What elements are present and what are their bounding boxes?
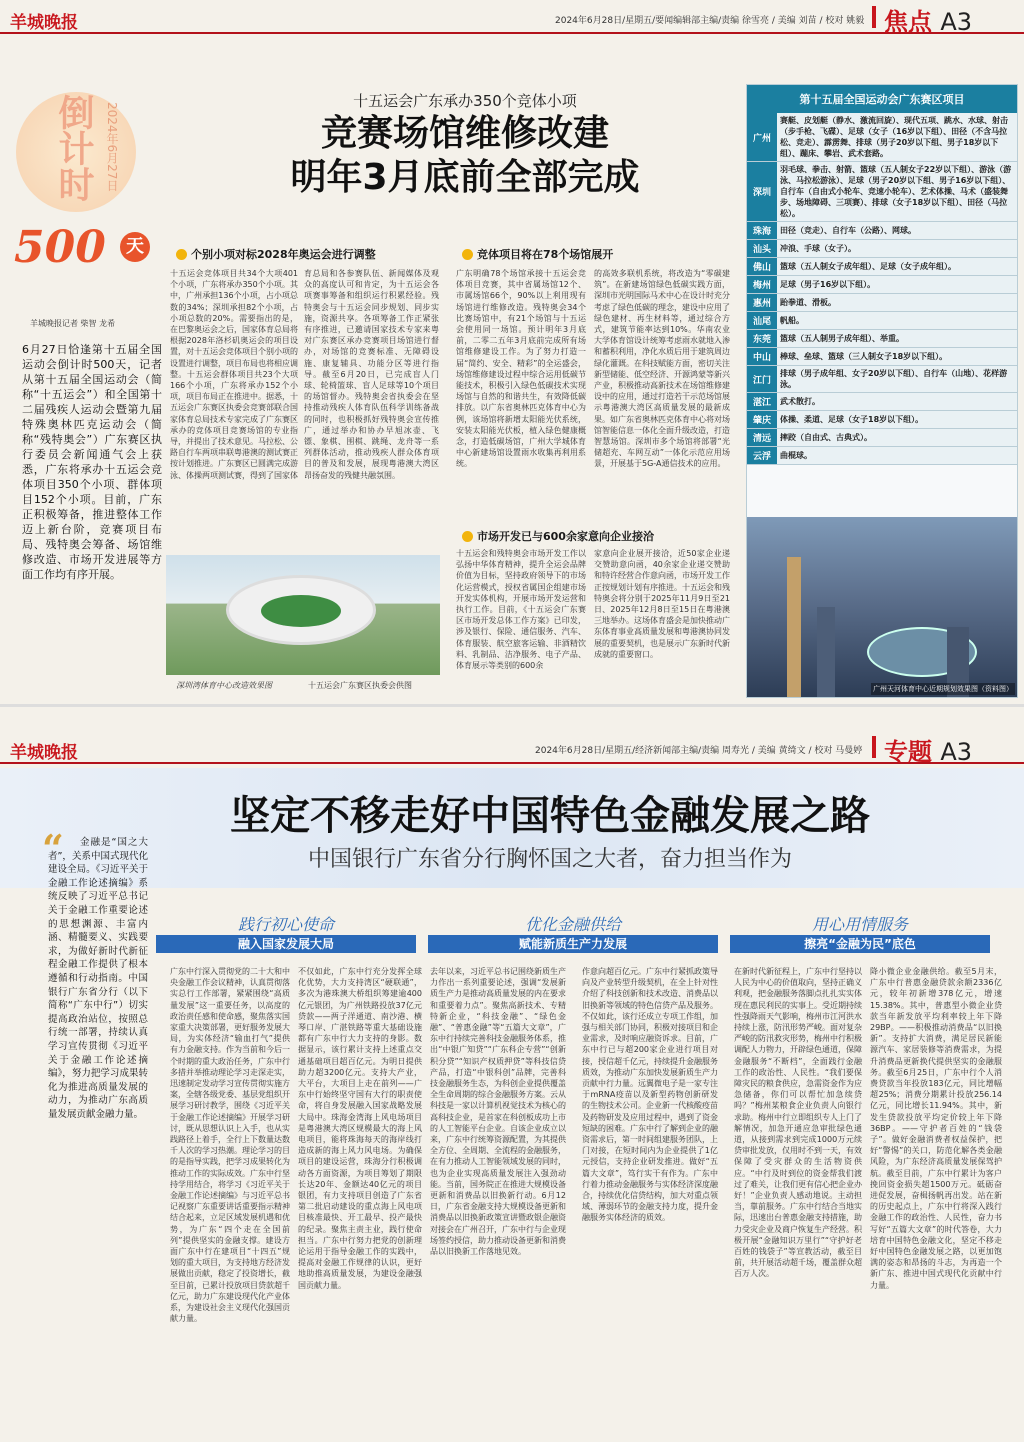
tower-shape <box>787 557 801 697</box>
feature-col-1: 广东中行深入贯彻党的二十大和中央金融工作会议精神，认真贯彻落实总行工作部署，紧紧围绕“高质量发展”这一重要任务，以高度的政治责任感和使命感，聚焦落实国家重大决策部署，更好服务发展大局，为实体经济“输血打气”提供有力金融支持。作为当前和今后一个时期的重大政治任务，广东中行多措并举推动理论学习走深走实，迅速制定发动学习宣传贯彻实施方案，全辖各级党委、基层党组织开展学习研讨教学，围绕《习近平关于金融工作论述摘编》开展学习研讨，既从思想认识上入手，也从实践路径上着手，全行上下数量达数千人次的学习热潮。理论学习的目的是指导实践，把学习成果转化为推动工作的实际成效。广东中行坚持学用结合，将学习《习近平关于金融工作论述摘编》与习近平总书记视察广东重要讲话重要指示精神结合起来，立足区域发展机遇和优势，为广东“四个走在全国前列”提供坚实的金融支撑。建设方面广东中行在建项目“十四五”规划的重大项目，为支持地方经济发展做出贡献，稳定了投资增长，截至目前，已累计投放项目贷款超千亿元，助力广东建设现代化产业体系，为建设社会主义现代化强国贡献力量。 <box>170 967 290 1324</box>
section-1-title: 践行初心使命 <box>237 915 334 934</box>
venue-panel <box>746 84 1018 698</box>
section-2-title: 优化金融供给 <box>524 915 621 934</box>
venue-table-title: 第十五届全国运动会广东赛区项目 <box>747 85 1017 113</box>
section-3-band: 擦亮“金融为民”底色 <box>730 935 990 953</box>
venue-events: 曲棍球。 <box>777 447 1017 465</box>
quote-intro: 金融是“国之大者”，关系中国式现代化建设全局。《习近平关于金融工作论述摘编》系统反映了习近平总书记关于金融工作重要论述的思想渊源、丰富内涵、精髓要义、实践要求，为做好新时代新征程金融工作提供了根本遵循和行动指南。中国银行广东省分行（以下简称“广东中行”）切实提高政治站位，按照总行统一部署，持续认真学习宣传贯彻《习近平关于金融工作论述摘编》，努力把学习成果转化为推进高质量发展的动力，为推动广东高质量发展贡献金融力量。 <box>48 837 148 1120</box>
venue-events: 武术散打。 <box>777 393 1017 411</box>
section-3-title: 用心用情服务 <box>811 915 908 934</box>
venue-row <box>747 294 1017 312</box>
feature-col-6: 降小微企业金融供给。截至5月末，广东中行普惠金融贷款余额2336亿元，较年初新增378亿元，增速15.38%。其中，普惠型小微企业贷款当年新发放平均利率较上年下降29BP。——积极推动消费品“以旧换新”。支持扩大消费，满足居民新能源汽车、家居装修等消费需求，为提升消费品更新换代提供坚实的金融服务。截至6月25日，广东中行个人消费贷款当年投放183亿元，同比增幅超25%；消费分期累计投放256.14亿元，同比增长11.94%。其中，新发生贷款投放平均定价较上年下降36BP。——守护者百姓的“钱袋子”。做好金融消费者权益保护，把好“警惕”的关口，防范化解各类金融风险，为广东经济高质量发展保驾护航。截至目前，广东中行累计为客户挽回资金损失超1500万元。砥砺奋进促发展，奋楫扬帆再出发。站在新的历史起点上，广东中行将深入践行金融工作的政治性、人民性，奋力书写好“五篇大文章”的时代答卷，大力培育中国特色金融文化，坚定不移走好中国特色金融发展之路，以更加饱满的姿态和昂扬的斗志，为再造一个新广东、推进中国式现代化贡献中行力量。 <box>870 967 1002 1290</box>
article-col-5: 十五运会和残特奥会市场开发工作以弘扬中华体育精神，提升全运会品牌价值为目标，坚持政府领导下的市场化运营模式，授权省属国企组建市场开发实体机构，开展市场开发运营和执行工作。目前，《十五运会广东赛区市场开发总体工作方案》已印发，涉及银行、保险、通信服务、汽车、体育服装、航空旅客运输、非酒精饮料、乳制品、洁净服务、电子产品、体育展示等类别的600余 <box>456 549 586 671</box>
venue-row <box>747 113 1017 162</box>
section-2-header <box>428 912 718 953</box>
bullet-dot-icon <box>176 249 187 260</box>
page-divider <box>0 704 1024 707</box>
countdown-label: 倒计时 <box>53 94 95 202</box>
venue-events: 羽毛球、拳击、射箭、篮球（五人制女子22岁以下组）、游泳（游泳、马拉松游泳）、足球（男子20岁以下组、男子16岁以下组）、自行车（自由式小轮车、竞速小轮车）、艺术体操、马术（盛装舞步、场地障碍、三项赛）、排球（女子18岁以下组）、田径（马拉松）。 <box>777 162 1017 222</box>
section-1-band: 融入国家发展大局 <box>156 935 416 953</box>
countdown-badge <box>8 72 158 282</box>
countdown-date: 2024年6月27日 <box>105 102 119 192</box>
venue-city: 云浮 <box>747 447 777 465</box>
venue-row <box>747 276 1017 294</box>
article-col-3: 广东明确78个场馆承接十五运会竞体项目竞赛，其中省属场馆12个、市属场馆66个，90%以上利用现有场馆进行维修改造。残特奥会34个比赛场馆中，有21个场馆与十五运会使用同一场馆。预计明年3月底前，二零二五年3月底前完成所有场馆维修建设工作。为了努力打造一届“简约、安全、精彩”的全运盛会，场馆维修建设过程中综合运用低碳节能技术，积极引入绿色低碳技术实现场馆与自然的和谐共生，有效降低碳排放。以广东省奥林匹克体育中心为例，该场馆将新增太阳能光伏系统，安装太阳能光伏板，植入绿色健康概念，打造低碳场馆，广州大学城体育中心新建场馆设置雨水收集再利用系统。 <box>456 269 586 469</box>
venue-city: 珠海 <box>747 222 777 240</box>
venue-row <box>747 258 1017 276</box>
section-bar <box>872 6 876 28</box>
venue-events: 体操、柔道、足球（女子18岁以下组）。 <box>777 411 1017 429</box>
feature-col-4: 作意向超百亿元。广东中行紧抓政策导向及产业转型升级契机，在全上针对性介绍了科技创新和技术改造、消费品以旧换新等领域的特色信贷产品及服务。不仅如此，该行还成立专项工作组，加强与相关部门协同，积极对接项目和企业需求，及时响应融资诉求。目前，广东中行已与超200家企业进行项目对接，授信超千亿元，持续提升金融服务质效，为推动广东加快发展新质生产力贡献中行力量。远翼微电子是一家专注于mRNA疫苗以及新型药物创新研发的生物技术公司。企业新一代核酸疫苗及药物研发及应用过程中，遇到了资金短缺的困难。广东中行了解到企业的融资需求后，第一时间组建服务团队，上门对接，在短时间内为企业提供了1亿元授信，支持企业研发推进。做好“五篇大文章”，笃行实干有作为。广东中行着力推动金融服务与实体经济深度融合，持续优化信贷结构，加大对重点领域、薄弱环节的金融支持力度，提升金融服务实体经济的质效。 <box>582 967 718 1223</box>
headline-line-1: 竞赛场馆维修改建 <box>320 113 609 154</box>
top-meta: 2024年6月28日/星期五/要闻编辑部主编/责编 徐雪亮 / 美编 刘苗 / 校对 姚毅 <box>555 16 865 26</box>
top-header <box>0 0 1024 34</box>
venue-events: 篮球（五人制男子成年组）、举重。 <box>777 330 1017 348</box>
headline-line-2: 明年3月底前全部完成 <box>290 157 640 198</box>
stadium-photo <box>166 555 440 675</box>
venue-row <box>747 330 1017 348</box>
stadium-field <box>261 595 341 627</box>
lead-paragraph: 6月27日恰逢第十五届全国运动会倒计时500天，记者从第十五届全国运动会（简称“十五运会”）和全国第十二届残疾人运动会暨第九届特殊奥林匹克运动会（简称“残特奥会”）广东赛区执行委员会新闻通气会上获悉，广东将承办十五运会竞体项目350个小项、群体项目152个小项。目前，广东正积极筹备，推进整体工作迈上新台阶，竞赛项目布局、残特奥会筹备、场馆维修改造、市场开发进展等方面工作均有序开展。 <box>22 343 162 581</box>
venue-city: 佛山 <box>747 258 777 276</box>
countdown-days: 500 <box>14 222 106 273</box>
venue-row <box>747 222 1017 240</box>
venue-city: 江门 <box>747 366 777 393</box>
bottom-header <box>0 730 1024 764</box>
venue-row <box>747 162 1017 222</box>
feature-col-3: 去年以来，习近平总书记围绕新质生产力作出一系列重要论述，强调“发展新质生产力是推动高质量发展的内在要求和重要着力点”。聚焦高新技术、专精特新企业，“科技金融”、“绿色金融”、“普惠金融”等“五篇大文章”，广东中行持续完善科技金融服务体系，推出“中银广知贷”“广东科企专营”“创新积分贷”“知识产权质押贷”等科技信贷产品，打造“中银科创”品牌，完善科技金融服务生态，为科创企业提供覆盖全生命周期的综合金融服务方案。云从科技是一家以计算机视觉技术为核心的高科技企业，是首家在科创板成功上市的人工智能平台企业。自该企业成立以来，广东中行统筹资源配置，为其提供全方位、全周期、全流程的金融服务，在有力推动人工智能领域发展的同时，也为企业实现高质量发展注入强劲动能。当前，国务院正在推进大规模设备更新和消费品以旧换新行动。6月12日，广东省金融支持大规模设备更新和消费品以旧换新政策宣讲暨政银企融资对接会在广州召开，广东中行与企业现场签约授信，助力推动设备更新和消费品以旧换新工作落地见效。 <box>430 967 566 1257</box>
venue-row <box>747 312 1017 330</box>
photo1-caption: 深圳湾体育中心改造效果图 <box>176 681 272 690</box>
venue-city: 清远 <box>747 429 777 447</box>
top-section-label: 焦点 A3 <box>884 8 973 36</box>
feature-col-5: 在新时代新征程上，广东中行坚持以人民为中心的价值取向，坚持正确义利观，把金融服务落脚点扎扎实实体现在惠民利民的实事上。受近期持续性强降雨天气影响，梅州市江河洪水持续上涨，防汛形势严峻。面对复杂严峻的防汛救灾形势，梅州中行积极调配人力物力，开辟绿色通道，保障金融服务“不断档”，全面践行金融工作的政治性、人民性。“我们要保障灾民的粮食供应，急需资金作为应急储备，你们可以帮忙加急续贷吗？”梅州某粮食企业负责人向银行求助。梅州中行立即组织专人上门了解情况，加急开通应急审批绿色通道，从接到需求到完成1000万元续贷审批发放，仅用时不到一天，有效保障了受灾群众的生活物资供应。“中行及时到位的资金帮我们渡过了难关，让我们更有信心把企业办好！”企业负责人感动地说。主动担当，靠前服务。广东中行结合当地实际，迅速出台普惠金融支持措施，助力受灾企业及商户恢复生产经营。积极开展“金融知识万里行”“守护好老百姓的钱袋子”等宣教活动，截至目前，共开展活动超千场，覆盖群众超百万人次。 <box>734 967 862 1279</box>
photo3-caption: 广州天河体育中心近期规划效果图（资料图） <box>873 685 1013 693</box>
article-col-4: 的高效多联机系统，将改造为“零碳建筑”。在新建场馆绿色低碳实践方面，深圳市光明国际马术中心在设计时充分考虑了绿色低碳的理念，建设中应用了绿色建材、再生材料等，通过综合方式，建筑节能率达到10%。华南农业大学体育馆设计统筹考虑雨水就地入渗和蓄积利用，净化水质后用于建筑周边绿化灌溉。在科技赋能方面，密切关注新型储能、低空经济、开源鸿蒙等新兴产业，积极推动高新技术在场馆维修建设中的应用，通过打造若干示范场馆展示粤港澳大湾区高质量发展的最新成果。如广东省奥林匹克体育中心将对场馆智能信息一体化全面升级改造，打造智慧场馆。深圳市多个场馆将部署“光储超充、车网互动”一体化示范应用场景，开展基于5G-A通信技术的应用。 <box>594 269 730 469</box>
section-bar <box>872 736 876 758</box>
venue-events: 田径（竞走）、自行车（公路）、网球。 <box>777 222 1017 240</box>
article-col-1: 十五运会竞体项目共34个大项401个小项，广东将承办350个小项。其中，广州承担136个小项，占小项总数的34%；深圳承担82个小项，占小项总数的20%。需要指出的是，在巴黎奥运会之后，国家体育总局将根据2028年洛杉矶奥运会的项目设置，对十五运会竞体项目个别小项的设置进行调整，项目布局也将相应调整。十五运会群体项目共23个大项166个小项，广东将承办152个小项，项目布局正在推进中。据悉，十五运会广东赛区执委会竞赛部联合国家体育总局技术专家完成了广东赛区承办的竞体项目竞赛场馆的专业指导，并提出了技术意见。马拉松、公路自行车两项串联粤港澳的测试赛正按计划推进。广东赛区已圆满完成游泳、体操两项测试赛，得到了国家体 <box>170 269 298 480</box>
section-2-band: 赋能新质生产力发展 <box>428 935 718 953</box>
kicker: 十五运会广东承办350个竞体小项 <box>353 92 577 110</box>
feature-subtitle: 中国银行广东省分行胸怀国之大者，奋力担当作为 <box>307 847 792 872</box>
skyline-photo <box>747 517 1017 697</box>
section-1-header <box>156 912 416 953</box>
article-col-2: 育总局和各参赛队伍、新闻媒体及观众的高度认可和肯定，为十五运会各项赛事筹备和组织运行积累经验。残特奥会与十五运会同步规划、同步实施，资源共享。各项筹备工作正紧张有序推进，已邀请国家技术专家来粤对广东赛区承办竞赛项目场馆进行督办，对场馆的竞赛标准、无障碍设施、康复辅具、功能分区等进行指导。截至6月20日，已完成盲人门球、轮椅篮球、盲人足球等10个项目的场馆督办。残特奥会省执委会在坚持推动残疾人体育队伍科学训练备战的同时，也积极抓好残特奥会宣传推广，通过举办和协办早旭冰壶、飞镖、象棋、围棋、跳绳、龙舟等一系列群体活动，推动残疾人群众体育项目的普及和发展，展现粤港澳大湾区昂扬奋发的残健共融氛围。 <box>304 269 439 480</box>
venue-city: 深圳 <box>747 162 777 222</box>
quote-mark-icon: “ <box>42 826 64 871</box>
venue-city: 广州 <box>747 113 777 162</box>
bullet-dot-icon <box>462 249 473 260</box>
venue-city: 肇庆 <box>747 411 777 429</box>
section-3-header <box>730 912 990 953</box>
venue-city: 梅州 <box>747 276 777 294</box>
bullet-dot-icon <box>462 531 473 542</box>
venue-city: 惠州 <box>747 294 777 312</box>
venue-events: 帆船。 <box>777 312 1017 330</box>
venue-events: 赛艇、皮划艇（静水、激流回旋）、现代五项、跳水、水球、射击（步手枪、飞碟）、足球（女子（16岁以下组）、田径（不含马拉松、竞走）、霹雳舞、排球（男子20岁以下组、男子18岁以下组）、蹦床、攀岩、武术套路。 <box>777 113 1017 162</box>
venue-row <box>747 348 1017 366</box>
venue-row <box>747 429 1017 447</box>
photo2-caption: 十五运会广东赛区执委会供图 <box>308 681 412 690</box>
venue-events: 跆拳道、滑板。 <box>777 294 1017 312</box>
venue-city: 汕头 <box>747 240 777 258</box>
byline: 羊城晚报记者 柴智 龙希 <box>30 319 116 328</box>
countdown-unit: 天 <box>120 232 150 262</box>
subhead-3: 市场开发已与600余家意向企业接洽 <box>462 528 654 544</box>
venue-row <box>747 447 1017 465</box>
bottom-logo: 羊城晚报 <box>10 743 78 763</box>
venue-events: 冲浪、手球（女子）。 <box>777 240 1017 258</box>
venue-row <box>747 240 1017 258</box>
venue-city: 中山 <box>747 348 777 366</box>
venue-city: 湛江 <box>747 393 777 411</box>
venue-events: 棒球、垒球、篮球（三人制女子18岁以下组）。 <box>777 348 1017 366</box>
venue-city: 汕尾 <box>747 312 777 330</box>
feature-title: 坚定不移走好中国特色金融发展之路 <box>230 793 870 839</box>
bottom-section-label: 专题 A3 <box>884 738 973 766</box>
venue-table <box>747 113 1017 465</box>
venue-events: 篮球（五人制女子成年组）、足球（女子成年组）。 <box>777 258 1017 276</box>
subhead-2: 竞体项目将在78个场馆展开 <box>462 246 613 262</box>
top-logo: 羊城晚报 <box>10 13 78 33</box>
bottom-meta: 2024年6月28日/星期五/经济新闻部主编/责编 周寿光 / 美编 黄绮文 / 校对 马曼婷 <box>535 746 863 756</box>
headline <box>180 112 750 200</box>
venue-events: 摔跤（自由式、古典式）。 <box>777 429 1017 447</box>
article-col-6: 家意向企业展开接洽，近50家企业递交赞助意向函，40余家企业递交赞助和特许经营合作意向函，市场开发工作正按规划计划有序推进。十五运会和残特奥会将分别于2025年11月9日至21日、2025年12月8日至15日在粤港澳三地举办。这场体育盛会是加快推动广东体育事业高质量发展和粤港澳协同发展的重要契机，也是展示广东新时代新成就的重要窗口。 <box>594 549 730 659</box>
subhead-1: 个别小项对标2028年奥运会进行调整 <box>176 246 376 262</box>
venue-events: 排球（男子成年组、女子20岁以下组）、自行车（山地）、花样游泳。 <box>777 366 1017 393</box>
venue-row <box>747 366 1017 393</box>
feature-col-2: 不仅如此，广东中行充分发挥全球化优势，大力支持湾区“硬联通”，多次为港珠澳大桥组织筹建逾400亿元银团，为广州铁路投放37亿元贷款——两子洋通道、南沙港、横琴口岸、广湛铁路等重大基础设施都有广东中行大力支持的身影。数据显示，该行累计支持上述重点交通基础项目超百亿元。为明日提供助力超3200亿元。支持大产业，大平台，大项目上走在前列——广东中行始终坚守国有大行的职责使命，将自身发展融入国家战略发展大局中。珠海金湾海上风电场项目是粤港澳大湾区规模最大的海上风电项目，能将珠海每天的海岸线打造成新的海上风力风电场。为确保项目的建设运营，珠海分行积极调动各方面资源，为项目筹划了期限长达20年、金额达40亿元的项目银团，有力支持项目创造了广东省第二批启动建设的重点海上风电项目核准最快、开工最早、投产最快的纪录。聚焦主责主业，践行使命担当。广东中行努力把党的创新理论运用于指导金融工作的实践中，提高对金融工作规律的认识，更好地助推高质量发展，为建设金融强国贡献力量。 <box>298 967 422 1290</box>
building-shape <box>817 607 835 697</box>
venue-row <box>747 393 1017 411</box>
venue-city: 东莞 <box>747 330 777 348</box>
venue-row <box>747 411 1017 429</box>
venue-events: 足球（男子16岁以下组）。 <box>777 276 1017 294</box>
